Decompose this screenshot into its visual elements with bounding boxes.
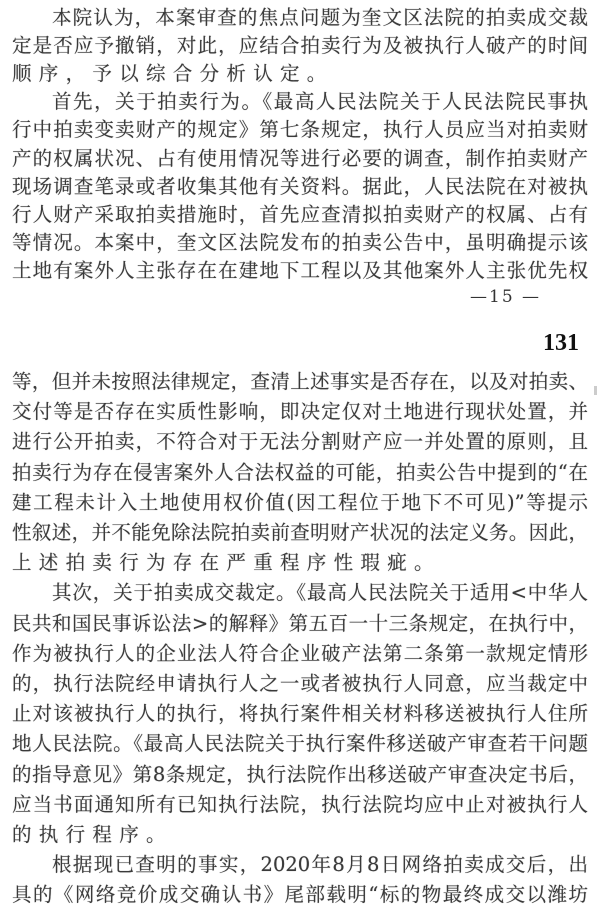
text-line: 顺序，予以综合分析认定。 [12, 62, 334, 86]
text-line: 拍卖行为存在侵害案外人合法权益的可能，拍卖公告中提到的“在 [12, 460, 588, 484]
text-line: 作为被执行人的企业法人符合企业破产法第二条第一款规定情形 [12, 641, 588, 665]
text-line: 土地有案外人主张存在在建地下工程以及其他案外人主张优先权 [12, 258, 588, 282]
page-number: —15 — [470, 287, 542, 307]
text-line: 根据现已查明的事实，2020年8月8日网络拍卖成交后，出 [52, 853, 588, 877]
text-line: 现场调查笔录或者收集其他有关资料。据此，人民法院在对被执 [12, 174, 588, 198]
text-line: 具的《网络竞价成交确认书》尾部载明“标的物最终成交以潍坊 [12, 883, 588, 907]
text-line: 行人财产采取拍卖措施时，首先应查清拟拍卖财产的权属、占有 [12, 202, 588, 226]
text-line: 等情况。本案中，奎文区法院发布的拍卖公告中，虽明确提示该 [12, 230, 588, 254]
text-line: 行中拍卖变卖财产的规定》第七条规定，执行人员应当对拍卖财 [12, 118, 588, 142]
text-line: 等，但并未按照法律规定，查清上述事实是否存在，以及对拍卖、 [12, 370, 588, 393]
text-line: 建工程未计入土地使用权价值(因工程位于地下不可见)”等提示 [12, 490, 588, 514]
text-line: 上述拍卖行为存在严重程序性瑕疵。 [12, 551, 441, 575]
text-line: 定是否应予撤销，对此，应结合拍卖行为及被执行人破产的时间 [12, 34, 588, 58]
text-line: 的，执行法院经申请执行人之一或者被执行人同意，应当裁定中 [12, 672, 588, 695]
text-line: 止对该被执行人的执行，将执行案件相关材料移送被执行人住所 [12, 702, 588, 726]
text-line: 性叙述，并不能免除法院拍卖前查明财产状况的法定义务。因此， [12, 521, 588, 544]
text-line: 首先，关于拍卖行为。《最高人民法院关于人民法院民事执 [52, 90, 588, 114]
text-line: 的执行程序。 [12, 823, 173, 846]
text-line: 产的权属状况、占有使用情况等进行必要的调查，制作拍卖财产 [12, 146, 588, 170]
text-line: 的指导意见》第8条规定，执行法院作出移送破产审查决定书后， [12, 762, 588, 786]
text-line: 应当书面通知所有已知执行法院，执行法院均应中止对被执行人 [12, 792, 588, 816]
text-line: 本院认为，本案审查的焦点问题为奎文区法院的拍卖成交裁 [52, 6, 588, 29]
text-line: 其次，关于拍卖成交裁定。《最高人民法院关于适用<中华人 [52, 581, 588, 605]
text-line: 民共和国民事诉讼法>的解释》第五百一十三条规定，在执行中， [12, 611, 588, 635]
text-line: 地人民法院。《最高人民法院关于执行案件移送破产审查若干问题 [12, 732, 588, 756]
text-line: 交付等是否存在实质性影响，即决定仅对土地进行现状处置，并 [12, 400, 588, 424]
book-page-number: 131 [543, 330, 579, 356]
scan-mark [594, 386, 597, 395]
text-line: 进行公开拍卖，不符合对于无法分割财产应一并处置的原则，且 [12, 430, 588, 454]
